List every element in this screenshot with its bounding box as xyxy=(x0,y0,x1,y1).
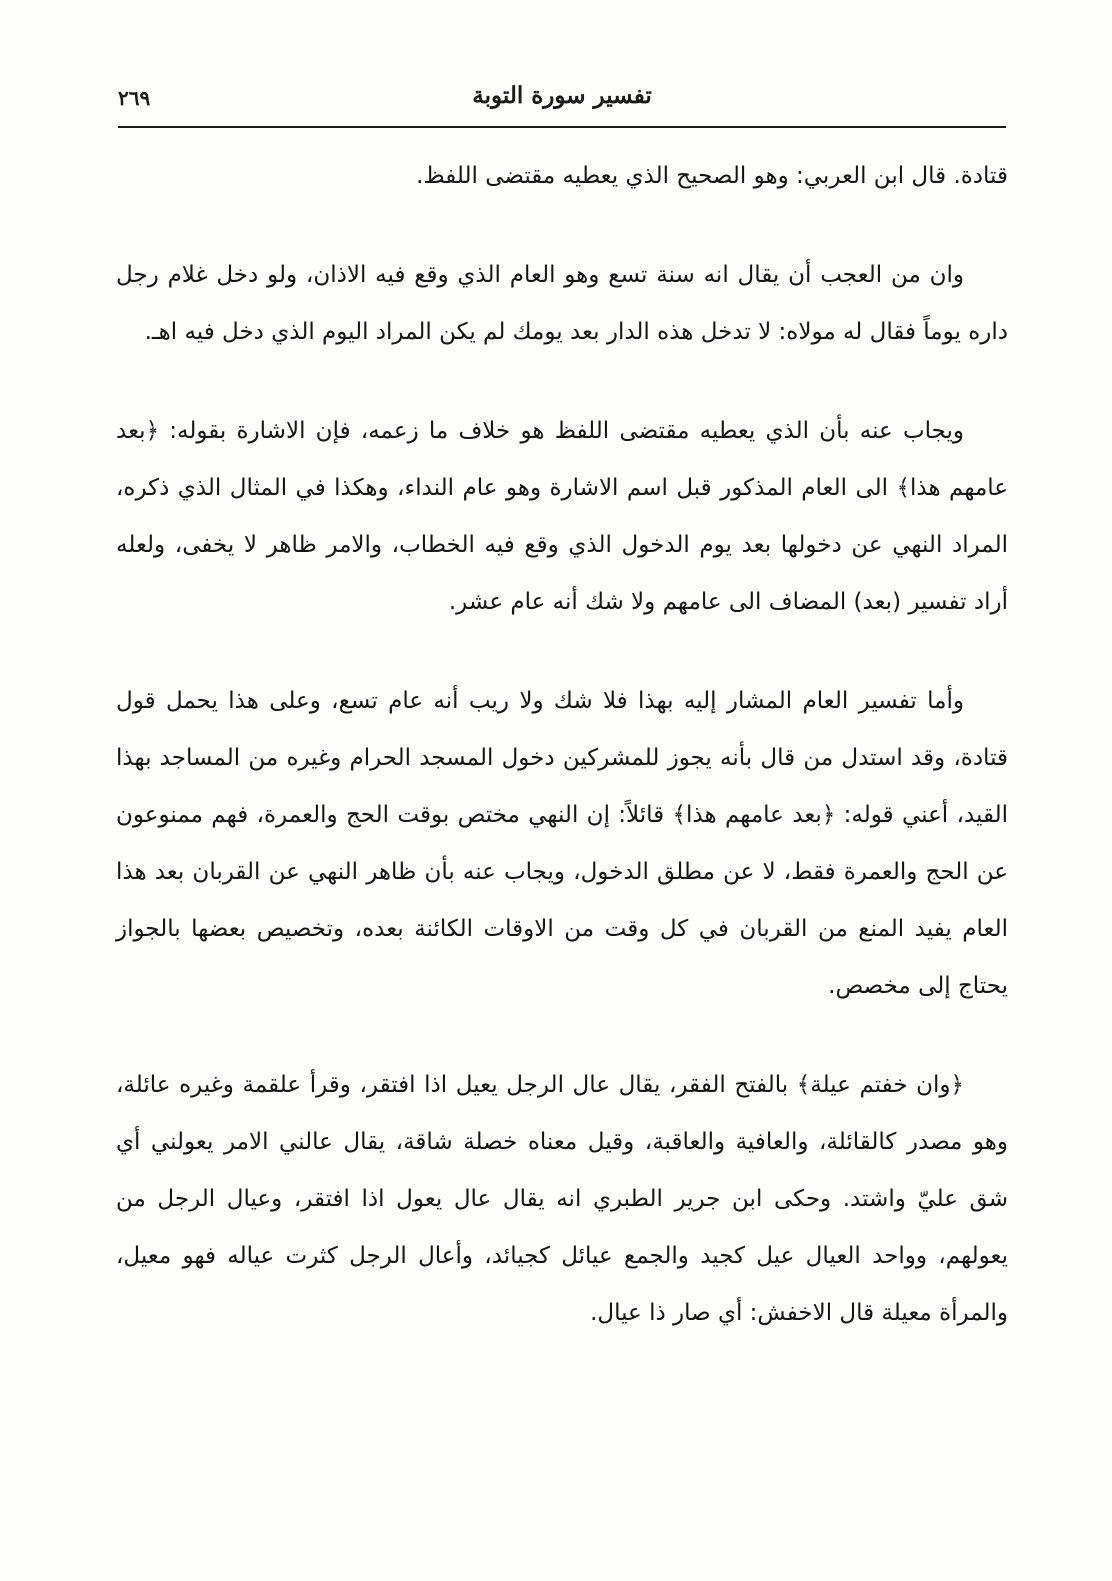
paragraph-2: وان من العجب أن يقال انه سنة تسع وهو العام الذي وقع فيه الاذان، ولو دخل غلام رجل داره يوماً فقال له مولاه: لا تدخل هذه الدار بعد يومك لم يكن المراد اليوم الذي دخل فيه اهـ. xyxy=(116,262,1008,345)
paragraph-1: قتادة. قال ابن العربي: وهو الصحيح الذي يعطيه مقتضى اللفظ. xyxy=(416,163,1008,189)
paragraph-5: ﴿وان خفتم عيلة﴾ بالفتح الفقر، يقال عال الرجل يعيل اذا افتقر، وقرأ علقمة وغيره عائلة، وهو مصدر كالقائلة، والعافية والعاقبة، وقيل معناه خصلة شاقة، يقال عالني الامر يعولني أي شق عليّ واشتد. وحكى ابن جرير الطبري انه يقال عال يعول اذا افتقر، وعيال الرجل من يعولهم، وواحد العيال عيل كجيد والجمع عيائل كجيائد، وأعال الرجل كثرت عياله فهو معيل، والمرأة معيلة قال الاخفش: أي صار ذا عيال. xyxy=(116,1072,1008,1326)
body-text xyxy=(116,148,1008,1384)
paragraph-4: وأما تفسير العام المشار إليه بهذا فلا شك ولا ريب أنه عام تسع، وعلى هذا يحمل قول قتادة، وقد استدل من قال بأنه يجوز للمشركين دخول المسجد الحرام وغيره من المساجد بهذا القيد، أعني قوله: ﴿بعد عامهم هذا﴾ قائلاً: إن النهي مختص بوقت الحج والعمرة، فهم ممنوعون عن الحج والعمرة فقط، لا عن مطلق الدخول، ويجاب عنه بأن ظاهر النهي عن القربان بعد هذا العام يفيد المنع من القربان في كل وقت من الاوقات الكائنة بعده، وتخصيص بعضها بالجواز يحتاج إلى مخصص. xyxy=(116,688,1008,999)
page-number: ٢٦٩ xyxy=(118,86,151,110)
paragraph-3: ويجاب عنه بأن الذي يعطيه مقتضى اللفظ هو خلاف ما زعمه، فإن الاشارة بقوله: ﴿بعد عامهم هذا﴾ الى العام المذكور قبل اسم الاشارة وهو عام النداء، وهكذا في المثال الذي ذكره، المراد النهي عن دخولها بعد يوم الدخول الذي وقع فيه الخطاب، والامر ظاهر لا يخفى، ولعله أراد تفسير (بعد) المضاف الى عامهم ولا شك أنه عام عشر. xyxy=(116,418,1008,615)
page-title: تفسير سورة التوبة xyxy=(472,82,652,109)
page-header xyxy=(118,78,1006,128)
